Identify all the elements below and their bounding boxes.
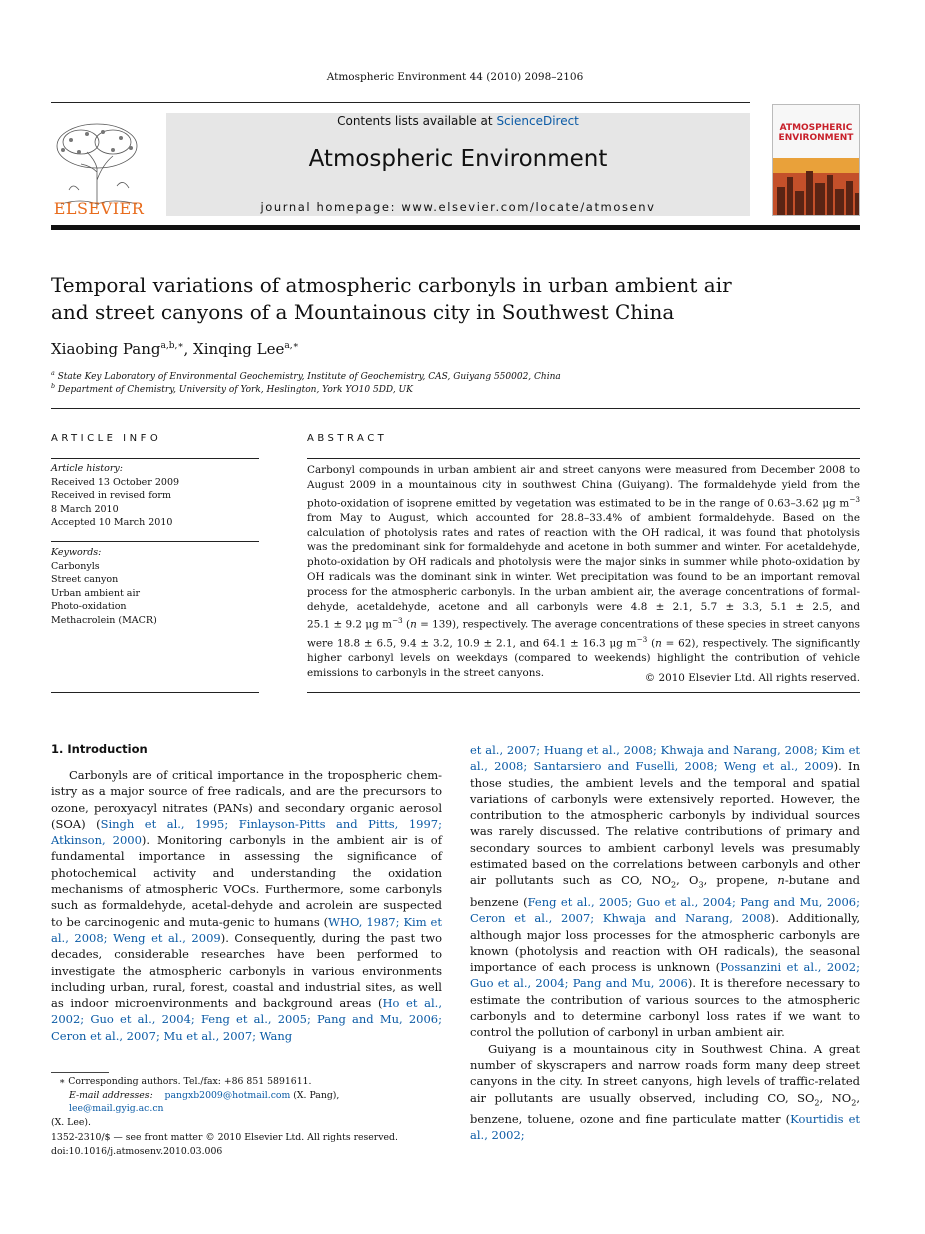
abstract-rule bbox=[307, 458, 860, 459]
bottom-matter bbox=[51, 1131, 398, 1158]
citation-link[interactable]: Kourtidis et al., 2002; bbox=[470, 1112, 860, 1143]
body-column-left bbox=[51, 767, 442, 1044]
affiliation-b: $^b$ Department of Chemistry, University of York, Heslington, York YO10 5DD, UK bbox=[51, 383, 413, 395]
header-rule bbox=[51, 102, 750, 103]
article-title: Temporal variations of atmospheric carbonyls in urban ambient air and street canyons of a Mountainous city in Southwest China bbox=[51, 273, 732, 324]
issn-line: 1352-2310/$ — see front matter © 2010 Elsevier Ltd. All rights reserved. bbox=[51, 1132, 398, 1143]
citation-link[interactable]: WHO, 1987; Kim et al., 2008; Weng et al., 2009 bbox=[51, 914, 442, 945]
journal-cover-image bbox=[772, 104, 860, 216]
introduction-heading: 1. Introduction bbox=[51, 742, 148, 756]
corresponding-author-note: ∗ Corresponding authors. Tel./fax: +86 851 5891611. bbox=[59, 1076, 312, 1087]
article-info-bottom-rule bbox=[51, 692, 259, 693]
citation-link[interactable]: Ho et al., 2002; Guo et al., 2004; Feng et al., 2005; Pang and Mu, 2006; Ceron et al., 2007; Mu et al., 2007; Wang bbox=[51, 996, 442, 1043]
author-lee-affiliation-marks[interactable]: a,∗ bbox=[284, 341, 299, 351]
contents-prefix: Contents lists available at bbox=[337, 114, 497, 128]
affiliation-a: $^a$ State Key Laboratory of Environmental Geochemistry, Institute of Geochemistry, CAS, Guiyang 550002, China bbox=[51, 370, 561, 382]
abstract-heading: ABSTRACT bbox=[307, 433, 388, 444]
contents-line bbox=[166, 114, 750, 128]
intro-paragraph-2: Guiyang is a mountainous city in Southwest China. A great number of skyscrapers and narrow roads form many deep street canyons in the city. In street canyons, high levels of traffic-related air pollutants are usually observed, including CO, $SO_2$, $NO_2$, benzene, toluene, ozone and fine particulate matter (Kourtidis et al., 2002; bbox=[470, 1041, 860, 1143]
header-thick-rule bbox=[51, 225, 860, 230]
author-lee: Xinqing Lee bbox=[193, 340, 285, 358]
keywords-list: Keywords: Carbonyls Street canyon Urban ambient air Photo-oxidation Methacrolein (MACR) bbox=[51, 547, 157, 626]
intro-paragraph-1-continued: et al., 2007; Huang et al., 2008; Khwaja and Narang, 2008; Kim et al., 2008; Santarsiero and Fuselli, 2008; Weng et al., 2009). In those studies, the ambient levels and the temporal and spatial variations of carbonyls were extensively reported. However, the contribution to the atmospheric carbonyls by individual sources was rarely discussed. The relative contributions of primary and secondary sources to ambient carbonyl levels was presumably estimated based on the correlations between carbonyls and other air pollutants such as CO, $NO_2$, $O_3$, propene, n-butane and benzene (Feng et al., 2005; Guo et al., 2004; Pang and Mu, 2006; Ceron et al., 2007; Khwaja and Narang, 2008). Additionally, although major loss processes for the atmospheric carbonyls are known (photolysis and reaction with OH radicals), the seasonal importance of each process is unknown (Possanzini et al., 2002; Guo et al., 2004; Pang and Mu, 2006). It is therefore necessary to estimate the contribution of various sources to the atmospheric carbonyls and to determine carbonyl loss rates if we want to control the pollution of carbonyl in urban ambient air. bbox=[470, 743, 860, 1040]
email-link-lee[interactable]: lee@mail.gyig.ac.cn bbox=[69, 1103, 164, 1114]
footnote-rule bbox=[51, 1072, 109, 1073]
abstract-copyright: © 2010 Elsevier Ltd. All rights reserved. bbox=[644, 672, 860, 684]
citation-link[interactable]: Feng et al., 2005; Guo et al., 2004; Pang and Mu, 2006; Ceron et al., 2007; Khwaja and Narang, 2008 bbox=[470, 894, 860, 926]
journal-homepage[interactable]: journal homepage: www.elsevier.com/locate/atmosenv bbox=[260, 200, 656, 214]
article-history: Article history: Received 13 October 2009 Received in revised form 8 March 2010 Accepted 10 March 2010 bbox=[51, 463, 180, 528]
section-rule bbox=[51, 408, 860, 409]
journal-title: Atmospheric Environment bbox=[308, 146, 608, 172]
journal-reference: Atmospheric Environment 44 (2010) 2098–2106 bbox=[326, 71, 584, 83]
intro-paragraph-1: Carbonyls are of critical importance in the tropospheric chem-istry as a major source of free radicals, and are the precursors to ozone, peroxyacyl nitrates (PANs) and secondary organic aerosol (SOA) (Singh et al., 1995; Finlayson-Pitts and Pitts, 1997; Atkinson, 2000). Monitoring carbonyls in the ambient air is of fundamental importance in assessing the significance of photochemical activity and understanding the oxidation mechanisms of atmospheric VOCs. Furthermore, some carbonyls such as formaldehyde, acetal-dehyde and acrolein are suspected to be carcinogenic and muta-genic to humans (WHO, 1987; Kim et al., 2008; Weng et al., 2009). Consequently, during the past two decades, considerable researches have been performed to investigate the atmospheric carbonyls in various environments including urban, rural, forest, coastal and industrial sites, as well as indoor microenvironments and background areas (Ho et al., 2002; Guo et al., 2004; Feng et al., 2005; Pang and Mu, 2006; Ceron et al., 2007; Mu et al., 2007; Wang bbox=[51, 768, 442, 1043]
keywords-rule bbox=[51, 541, 259, 542]
abstract-bottom-rule bbox=[307, 692, 860, 693]
cover-skyline-icon bbox=[773, 163, 860, 215]
sciencedirect-link[interactable]: ScienceDirect bbox=[496, 114, 579, 128]
doi-line[interactable]: doi:10.1016/j.atmosenv.2010.03.006 bbox=[51, 1145, 223, 1157]
article-info-heading: ARTICLE INFO bbox=[51, 433, 162, 444]
citation-link[interactable]: Possanzini et al., 2002; Guo et al., 2004; Pang and Mu, 2006 bbox=[470, 960, 860, 991]
author-list: Xiaobing Pang$^{a,b,∗}$, Xinqing Lee$^{a,∗}$ bbox=[51, 340, 299, 358]
email-link-pang[interactable]: pangxb2009@hotmail.com bbox=[164, 1089, 291, 1101]
citation-link[interactable]: et al., 2007; Huang et al., 2008; Khwaja and Narang, 2008; Kim et al., 2008; Santarsiero and Fuselli, 2008; Weng et al., 2009 bbox=[470, 743, 860, 774]
author-pang: Xiaobing Pang bbox=[51, 340, 161, 358]
article-info-rule bbox=[51, 458, 259, 459]
email-addresses: E-mail addresses: pangxb2009@hotmail.com (X. Pang), lee@mail.gyig.ac.cn bbox=[69, 1089, 340, 1114]
abstract-text: Carbonyl compounds in urban ambient air and street canyons were measured from December 2008 to August 2009 in a mountainous city in southwest China (Guiyang). The formaldehyde yield from the photo-oxidation of isoprene emitted by vegetation was estimated to be in the range of 0.63–3.62 μg $m^{-3}$ from May to August, which accounted for 28.8–33.4% of ambient formaldehyde. Based on the calculation of photolysis rates and rates of reaction with the OH radical, it was found that photolysis was the predominant sink for formaldehyde and acetone in both summer and winter. For acetaldehyde, photo-oxidation by OH radicals and photolysis were the major sinks in summer while photo-oxidation by OH radicals was the dominant sink in winter. Wet precipitation was found to be an important removal process for the atmospheric carbonyls. In the urban ambient air, the average concentrations of formal-dehyde, acetaldehyde, acetone and all carbonyls were 4.8 ± 2.1, 5.7 ± 3.3, 5.1 ± 2.5, and 25.1 ± 9.2 μg $m^{-3}$ (n = 139), respectively. The average concentrations of these species in street canyons were 18.8 ± 6.5, 9.4 ± 3.2, 10.9 ± 2.1, and 64.1 ± 16.3 μg $m^{-3}$ (n = 62), respectively. The significantly higher carbonyl levels on weekdays (compared to weekends) highlight the contribution of vehicle emissions to carbonyls in the street canyons. bbox=[307, 464, 860, 679]
publisher-wordmark: ELSEVIER bbox=[53, 199, 145, 218]
footnote: ∗ Corresponding authors. Tel./fax: +86 851 5891611. E-mail addresses: pangxb2009@hotmail.com (X. Pang), lee@mail.gyig.ac.cn (X. Lee). bbox=[51, 1075, 442, 1129]
author-pang-affiliation-marks[interactable]: a,b,∗ bbox=[160, 341, 184, 351]
body-column-right bbox=[470, 742, 860, 1144]
cover-title: ATMOSPHERIC ENVIRONMENT bbox=[778, 123, 854, 143]
citation-link[interactable]: Singh et al., 1995; Finlayson-Pitts and Pitts, 1997; Atkinson, 2000 bbox=[51, 816, 442, 848]
